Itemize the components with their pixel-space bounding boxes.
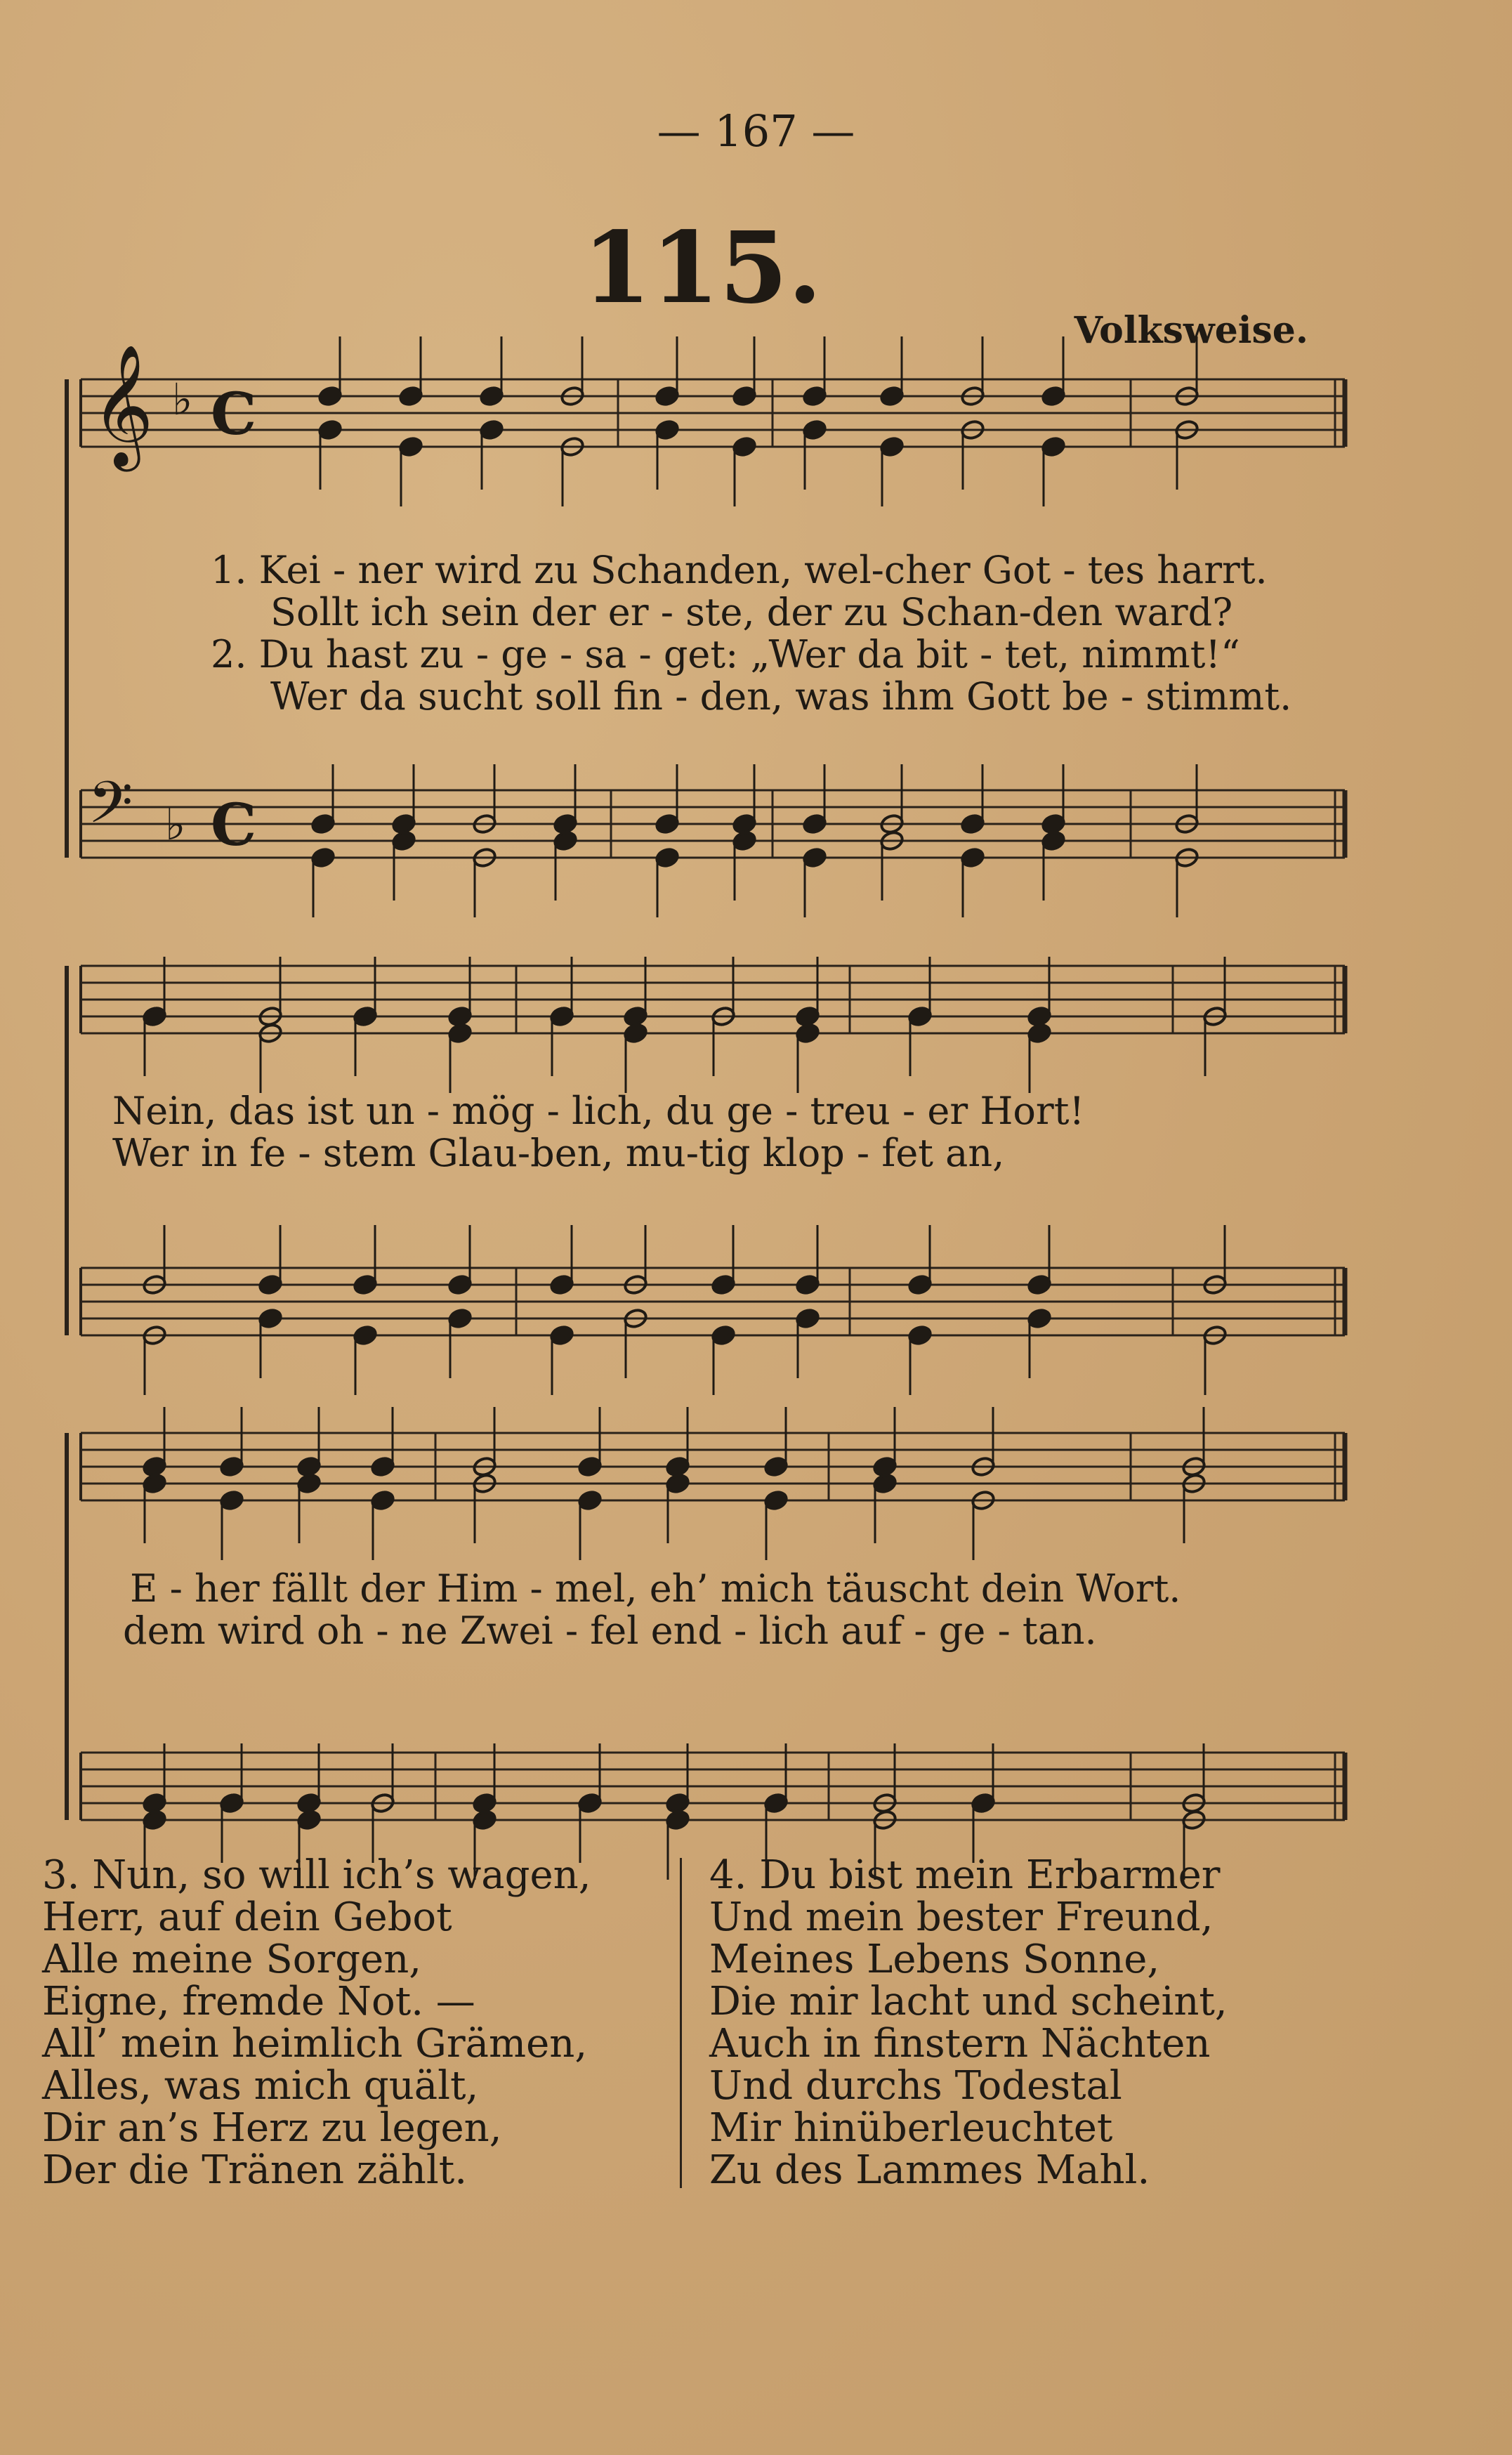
lyrics-system2-line2: Wer in fe - stem Glau-ben, mu-tig klop - fet an,: [112, 1131, 1005, 1175]
verse4-line: Zu des Lammes Mahl.: [709, 2147, 1150, 2193]
verse4-line: Mir hinüberleuchtet: [709, 2105, 1113, 2151]
svg-text:♭: ♭: [172, 374, 193, 425]
verse4-line: Auch in finstern Nächten: [709, 2021, 1211, 2067]
verse3-line: Der die Tränen zählt.: [42, 2147, 468, 2193]
verse3-line: Herr, auf dein Gebot: [42, 1894, 452, 1940]
lyrics-verse1-line1: 1. Kei - ner wird zu Schanden, wel-cher Got - tes harrt.: [211, 548, 1268, 592]
verse-4: [709, 1854, 1228, 2192]
lyrics-system3-line2: dem wird oh - ne Zwei - fel end - lich auf - ge - tan.: [123, 1609, 1097, 1653]
verse4-line: 4. Du bist mein Erbarmer: [709, 1852, 1221, 1898]
lyrics-verse1-line2: Sollt ich sein der er - ste, der zu Schan-den ward?: [270, 590, 1233, 634]
lyrics-system3-line1: E - her fällt der Him - mel, eh’ mich täuscht dein Wort.: [130, 1566, 1181, 1611]
page-number: — 167 —: [657, 105, 855, 157]
verse4-line: Meines Lebens Sonne,: [709, 1937, 1160, 1982]
verse-divider: [680, 1858, 682, 2188]
verse-3: [42, 1854, 591, 2192]
svg-text:C: C: [211, 381, 257, 448]
lyrics-verse2-line1: 2. Du hast zu - ge - sa - get: „Wer da bit - tet, nimmt!“: [211, 632, 1240, 676]
svg-text:𝄞: 𝄞: [91, 344, 154, 466]
svg-text:𝄢: 𝄢: [88, 768, 133, 851]
verse4-line: Und durchs Todestal: [709, 2063, 1122, 2109]
verse3-line: Eigne, fremde Not. —: [42, 1979, 475, 2024]
verse3-line: Dir an’s Herz zu legen,: [42, 2105, 502, 2151]
verse3-line: 3. Nun, so will ich’s wagen,: [42, 1852, 591, 1898]
svg-text:C: C: [211, 792, 257, 859]
verse3-line: All’ mein heimlich Grämen,: [42, 2021, 588, 2067]
lyrics-system2-line1: Nein, das ist un - mög - lich, du ge - treu - er Hort!: [112, 1089, 1085, 1133]
lyrics-verse2-line2: Wer da sucht soll fin - den, was ihm Gott be - stimmt.: [270, 674, 1292, 719]
composer-attribution: Volksweise.: [1074, 309, 1308, 352]
verse4-line: Die mir lacht und scheint,: [709, 1979, 1228, 2024]
hymn-number: 115.: [582, 211, 822, 326]
svg-text:♭: ♭: [165, 799, 186, 850]
verse3-line: Alle meine Sorgen,: [42, 1937, 422, 1982]
verse4-line: Und mein bester Freund,: [709, 1894, 1214, 1940]
verse3-line: Alles, was mich quält,: [42, 2063, 479, 2109]
